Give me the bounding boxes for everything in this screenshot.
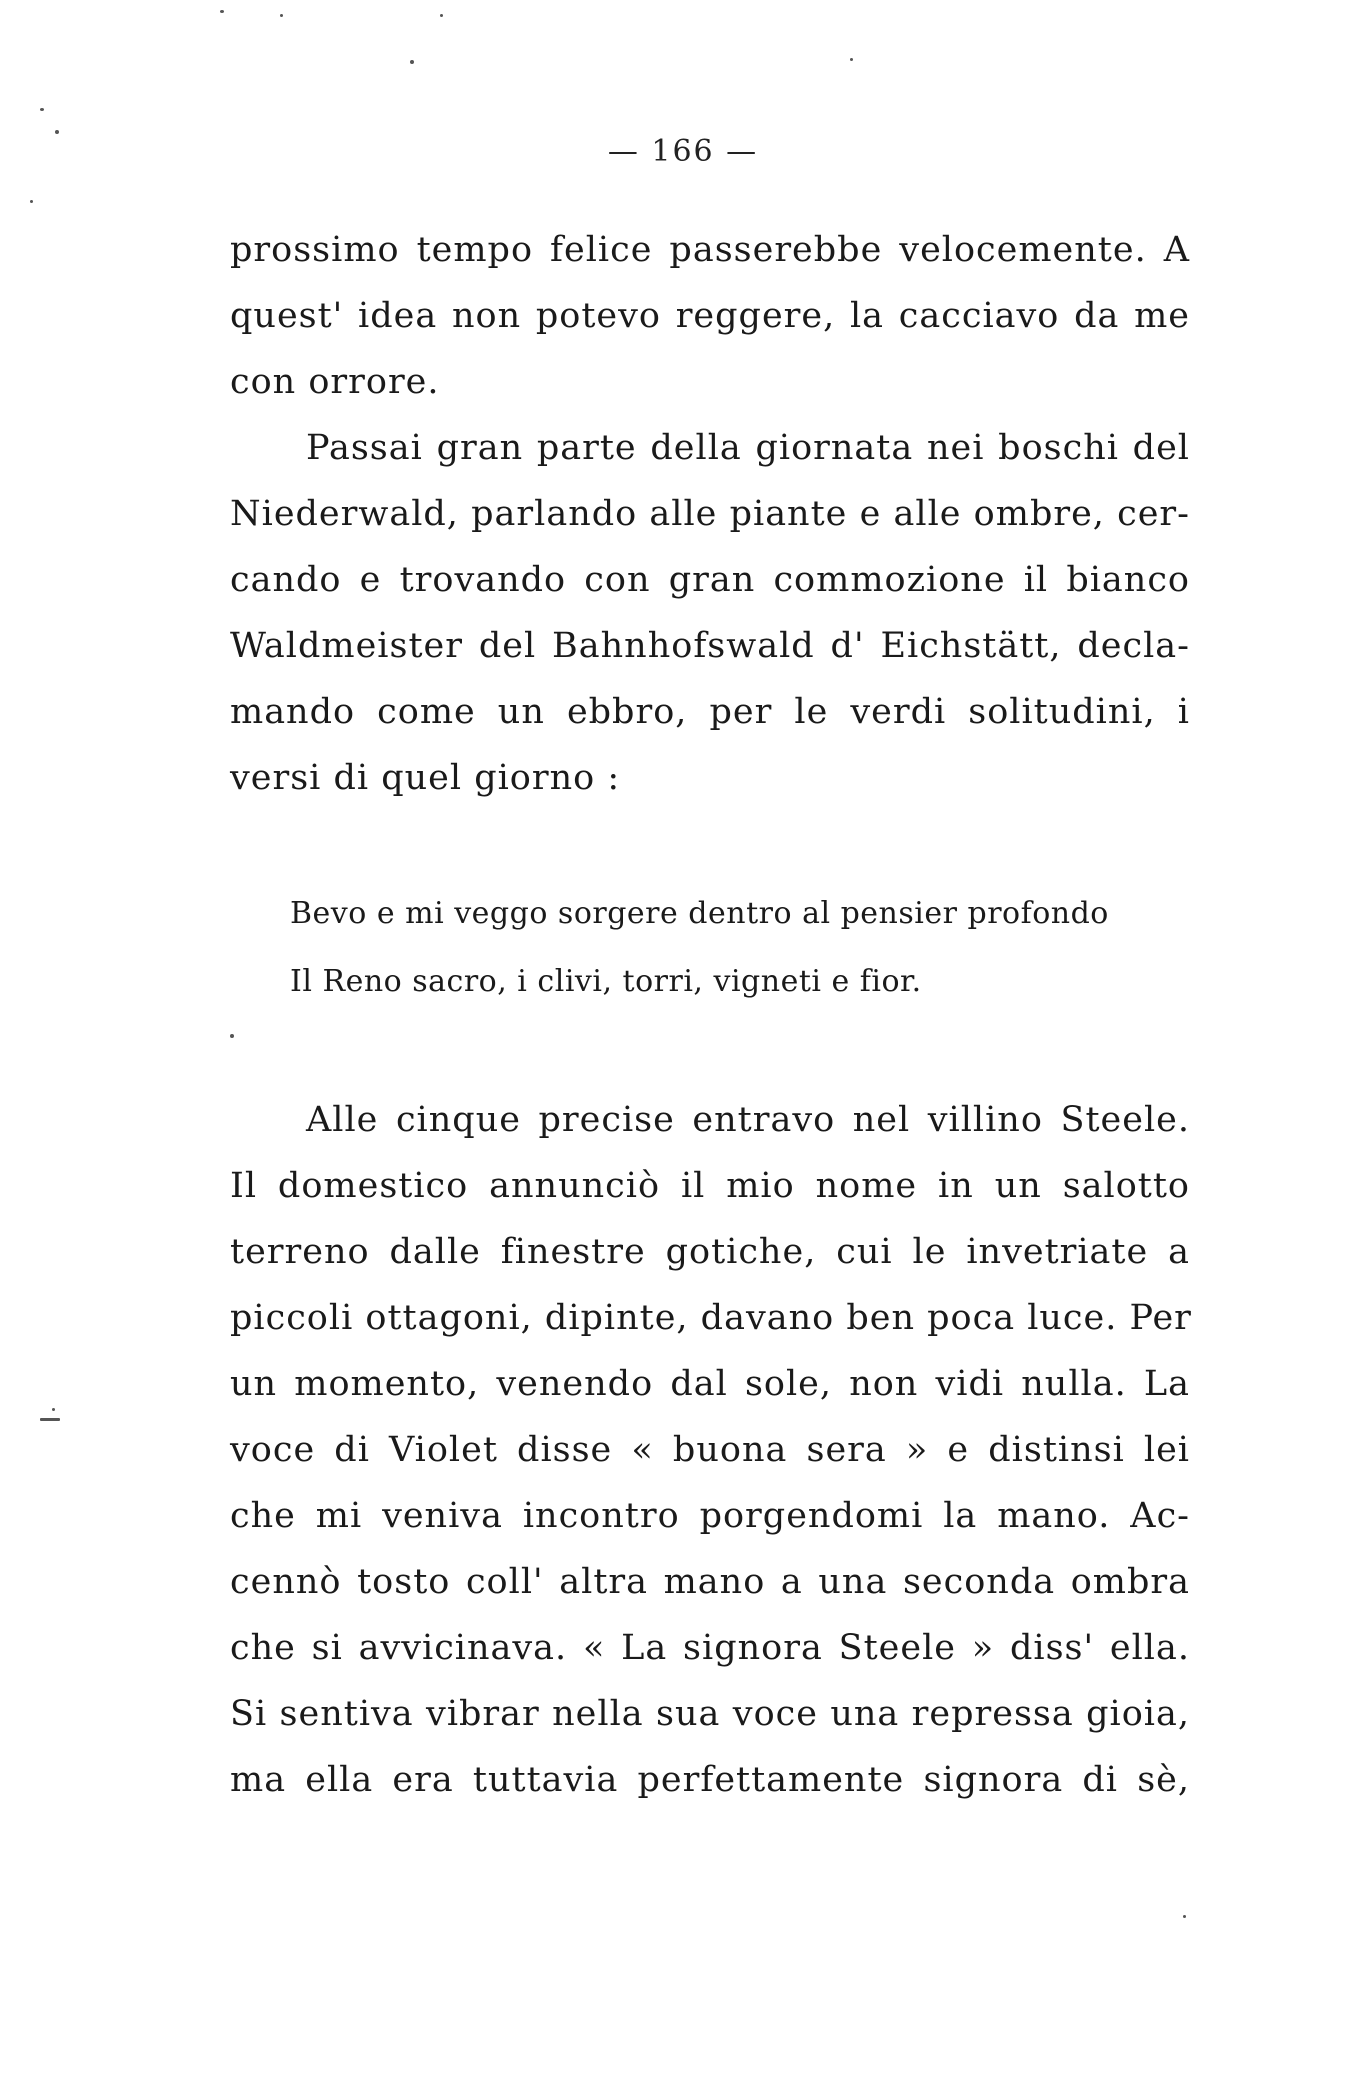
paragraph-1	[230, 217, 1190, 415]
text-line: prossimo tempo felice passerebbe velocemente. A	[230, 230, 1190, 270]
scan-speck	[40, 1418, 60, 1421]
text-line: che si avvicinava. « La signora Steele » diss' ella.	[230, 1628, 1190, 1668]
text-line: con orrore.	[230, 362, 440, 402]
text-line: quest' idea non potevo reggere, la cacciavo da me	[230, 296, 1190, 336]
scan-speck	[280, 14, 283, 17]
text-line: piccoli ottagoni, dipinte, davano ben poca luce. Per	[230, 1298, 1192, 1338]
paragraph-2	[230, 415, 1190, 811]
text-line: un momento, venendo dal sole, non vidi nulla. La	[230, 1364, 1190, 1404]
text-line: cennò tosto coll' altra mano a una seconda ombra	[230, 1562, 1190, 1602]
page-number: — 166 —	[607, 134, 759, 169]
text-line: cando e trovando con gran commozione il bianco	[230, 560, 1190, 600]
text-line: Niederwald, parlando alle piante e alle ombre, cer-	[230, 494, 1190, 534]
scan-speck	[410, 60, 414, 64]
scan-speck	[55, 130, 59, 134]
text-line: mando come un ebbro, per le verdi solitudini, i	[230, 692, 1190, 732]
paragraph-3	[230, 1087, 1190, 1813]
text-line: versi di quel giorno :	[230, 758, 621, 798]
scan-speck	[30, 200, 33, 203]
text-line: Si sentiva vibrar nella sua voce una repressa gioia,	[230, 1694, 1190, 1734]
text-line: Alle cinque precise entravo nel villino Steele.	[306, 1100, 1190, 1140]
text-line: terreno dalle finestre gotiche, cui le invetriate a	[230, 1232, 1190, 1272]
scan-speck	[850, 58, 853, 61]
text-line: voce di Violet disse « buona sera » e distinsi lei	[230, 1430, 1190, 1470]
scan-speck	[1183, 1915, 1186, 1918]
scan-speck	[440, 14, 443, 17]
scan-speck	[220, 10, 224, 13]
verse-quote	[290, 880, 1190, 1016]
text-line: che mi veniva incontro porgendomi la mano. Ac-	[230, 1496, 1190, 1536]
scan-speck	[52, 1408, 55, 1411]
text-line: ma ella era tuttavia perfettamente signora di sè,	[230, 1760, 1190, 1800]
text-line: Waldmeister del Bahnhofswald d' Eichstätt, decla-	[230, 626, 1190, 666]
text-line: Il domestico annunciò il mio nome in un salotto	[230, 1166, 1190, 1206]
scan-speck	[230, 1034, 234, 1038]
verse-line: Il Reno sacro, i clivi, torri, vigneti e fior.	[290, 964, 922, 999]
text-line: Passai gran parte della giornata nei boschi del	[306, 428, 1190, 468]
verse-line: Bevo e mi veggo sorgere dentro al pensier profondo	[290, 896, 1109, 931]
scan-speck	[40, 108, 44, 111]
